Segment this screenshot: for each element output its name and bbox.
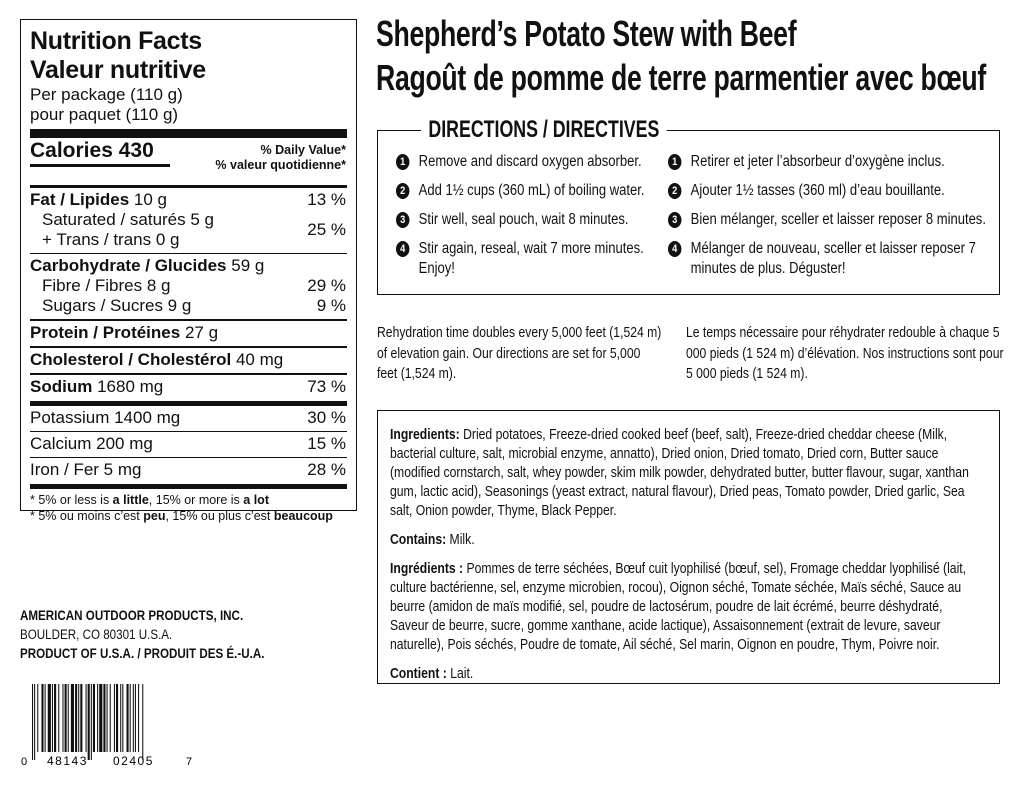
carb-amount: 59 g	[231, 256, 265, 275]
cholesterol-block	[30, 348, 347, 373]
saturated-row: Saturated / saturés 5 g	[42, 210, 214, 229]
sugars-row	[30, 296, 347, 316]
nutrition-heading-fr: Valeur nutritive	[30, 56, 206, 84]
direction-step-fr: 3 Bien mélanger, sceller et laisser reposer 8 minutes.	[668, 210, 1001, 230]
protein-block	[30, 321, 347, 346]
direction-step-en: 3 Stir well, seal pouch, wait 8 minutes.	[396, 210, 696, 230]
contient-text: Lait.	[446, 666, 474, 682]
step-number-icon: 4	[396, 241, 409, 257]
barcode-bar	[142, 684, 143, 760]
product-title-fr: Ragoût de pomme de terre parmentier avec bœuf	[376, 57, 986, 98]
barcode-bar	[75, 684, 77, 752]
barcode-bar	[116, 684, 118, 752]
country-of-origin: PRODUCT OF U.S.A. / PRODUIT DES É.-U.A.	[20, 646, 265, 661]
barcode-bar	[68, 684, 69, 752]
sodium-label: Sodium	[30, 377, 93, 396]
sodium-row	[30, 377, 347, 397]
sodium-pct: 73 %	[307, 377, 346, 396]
ingredients-fr	[390, 560, 971, 655]
fibre-row	[30, 276, 347, 296]
ingredients-label-fr: Ingrédients :	[390, 561, 464, 577]
calories-underline	[30, 164, 170, 167]
step-number-icon: 1	[668, 154, 681, 170]
barcode-bar	[78, 684, 79, 752]
barcode-bar	[45, 684, 46, 752]
fat-label: Fat / Lipides	[30, 190, 130, 209]
fat-block	[30, 188, 347, 253]
barcode-bar	[103, 684, 105, 752]
barcode-right-digit: 7	[186, 756, 193, 768]
barcode-bar	[48, 684, 51, 752]
ingredients-label-en: Ingredients:	[390, 427, 460, 443]
barcode-bar	[86, 684, 87, 752]
serving-size-en: Per package (110 g)	[30, 85, 183, 104]
barcode-bar	[91, 684, 92, 760]
ingredients-en	[390, 426, 971, 521]
direction-step-en: 2 Add 1½ cups (360 mL) of boiling water.	[396, 181, 696, 201]
barcode-bar	[80, 684, 82, 752]
cholesterol-row	[30, 350, 347, 370]
barcode-bar	[122, 684, 123, 752]
fat-pct: 13 %	[307, 190, 346, 209]
barcode-bars	[32, 684, 143, 760]
barcode-bar	[71, 684, 74, 752]
potassium-row	[30, 408, 347, 428]
directions-title: DIRECTIONS / DIRECTIVES	[421, 116, 667, 144]
barcode-bar	[37, 684, 38, 752]
calcium-block	[30, 432, 347, 457]
trans-row: + Trans / trans 0 g	[42, 230, 180, 249]
direction-step-fr: 2 Ajouter 1½ tasses (360 ml) d’eau bouillante.	[668, 181, 1001, 201]
direction-step-en: 1 Remove and discard oxygen absorber.	[396, 152, 696, 172]
daily-value-fr: % valeur quotidienne*	[215, 158, 346, 172]
barcode-bar	[54, 684, 56, 752]
company-name: AMERICAN OUTDOOR PRODUCTS, INC.	[20, 608, 244, 623]
barcode-bar	[135, 684, 136, 752]
sodium-amount: 1680 mg	[97, 377, 164, 396]
fibre-pct: 29 %	[307, 276, 346, 295]
barcode-bar	[93, 684, 95, 752]
potassium-pct: 30 %	[307, 408, 346, 427]
step-number-icon: 1	[396, 154, 409, 170]
calcium-pct: 15 %	[307, 434, 346, 453]
step-number-icon: 3	[396, 212, 409, 228]
contient-label: Contient :	[390, 666, 447, 682]
barcode-bar	[114, 684, 115, 752]
ingredients-content	[390, 426, 971, 694]
iron-pct: 28 %	[307, 460, 346, 479]
step-number-icon: 2	[396, 183, 409, 199]
barcode-bar	[52, 684, 53, 752]
direction-step-en: 4 Stir again, reseal, wait 7 more minutes. Enjoy!	[396, 239, 654, 279]
footnote-en: * 5% or less is a little, 15% or more is a lot	[30, 493, 269, 507]
contient-fr	[390, 665, 971, 684]
calories-row	[30, 138, 347, 185]
carb-block	[30, 254, 347, 319]
product-title	[376, 12, 1022, 100]
nutrition-heading-en: Nutrition Facts	[30, 27, 202, 55]
barcode-bar	[34, 684, 35, 760]
sugars-text: Sugars / Sucres 9 g	[42, 296, 192, 315]
fibre-text: Fibre / Fibres 8 g	[42, 276, 171, 295]
sat-trans-group	[30, 210, 347, 250]
sodium-block	[30, 375, 347, 400]
fat-row	[30, 190, 347, 210]
thick-rule	[30, 129, 347, 138]
barcode-bar	[138, 684, 139, 752]
protein-amount: 27 g	[184, 323, 219, 342]
barcode-left-digit: 0	[21, 756, 28, 768]
directions-fr	[668, 152, 1022, 288]
protein-row	[30, 323, 347, 343]
iron-text: Iron / Fer 5 mg	[30, 460, 142, 479]
serving-size-fr: pour paquet (110 g)	[30, 105, 179, 124]
barcode-bar	[97, 684, 98, 752]
protein-label: Protein / Protéines	[30, 323, 181, 342]
footnote-fr: * 5% ou moins c’est peu, 15% ou plus c’est beaucoup	[30, 509, 333, 523]
calcium-text: Calcium 200 mg	[30, 434, 153, 453]
contains-label: Contains:	[390, 532, 447, 548]
nutrition-facts-table	[20, 19, 357, 523]
carb-row	[30, 256, 347, 276]
barcode-bar	[120, 684, 121, 752]
barcode-bar	[133, 684, 134, 752]
step-number-icon: 3	[668, 212, 681, 228]
iron-block	[30, 458, 347, 483]
contains-en	[390, 531, 971, 550]
sat-trans-pct: 25 %	[307, 220, 346, 239]
step-number-icon: 2	[668, 183, 681, 199]
sugars-pct: 9 %	[316, 296, 346, 315]
rehydration-note-en: Rehydration time doubles every 5,000 feet (1,524 m) of elevation gain. Our directions are set for 5,000 feet (1,524 m).	[377, 325, 662, 382]
directions-box	[377, 116, 1000, 295]
direction-step-fr: 1 Retirer et jeter l’absorbeur d’oxygène inclus.	[668, 152, 1001, 172]
barcode-bar	[65, 684, 67, 752]
ingredients-text-en: Dried potatoes, Freeze-dried cooked beef (beef, salt), Freeze-dried cheddar cheese (Milk, bacterial culture, salt, microbial enzyme, annatto), Dried onion, Dried tomato, Dried corn, Butter sauce (modified cornstarch, salt, whey powder, skim milk powder, dehydrated butter, butter flavour, sugar, xanthan gum, lactic acid), Seasonings (yeast extract, natural flavour), Dried peas, Tomato powder, Dried garlic, Sea salt, Onion powder, Thyme, Black Pepper.	[390, 427, 969, 519]
ingredients-text-fr: Pommes de terre séchées, Bœuf cuit lyophilisé (bœuf, sel), Fromage cheddar lyophilisé (lait, culture bactérienne, sel, enzyme microbien, rocou), Oignon séché, Tomate séchée, Maïs séché, Sauce au beurre (amidon de maïs modifié, sel, poudre de lactosérum, poudre de lait écrémé, beurre déshydraté, Saveur de beurre, sucre, gomme xanthane, acide lactique), Assaisonnement (extrait de levure, saveur naturelle), Pois séchés, Poudre de tomate, Ail séché, Sel marin, Oignon en poudre, Thym, Poivre noir.	[390, 561, 967, 653]
barcode-bar	[62, 684, 63, 752]
barcode-bar	[58, 684, 59, 752]
footnote	[30, 489, 347, 524]
cholesterol-label: Cholesterol / Cholestérol	[30, 350, 232, 369]
barcode-bar	[107, 684, 108, 752]
barcode-bar	[32, 684, 33, 760]
potassium-text: Potassium 1400 mg	[30, 408, 181, 427]
iron-row	[30, 460, 347, 480]
rehydration-note-fr: Le temps nécessaire pour réhydrater redouble à chaque 5 000 pieds (1 524 m) d’élévation. Nos instructions sont pour 5 000 pieds (1 524 m).	[686, 325, 1004, 382]
potassium-block	[30, 406, 347, 431]
carb-label: Carbohydrate / Glucides	[30, 256, 227, 275]
barcode-bar	[88, 684, 90, 760]
barcode-bar	[41, 684, 43, 752]
cholesterol-amount: 40 mg	[235, 350, 284, 369]
calories-label: Calories 430	[30, 139, 154, 162]
company-info	[20, 606, 264, 663]
fat-amount: 10 g	[133, 190, 168, 209]
barcode	[18, 681, 198, 771]
barcode-group-1: 48143	[47, 754, 88, 768]
product-title-en: Shepherd’s Potato Stew with Beef	[376, 13, 797, 54]
daily-value-header	[215, 143, 346, 173]
ingredients-box	[377, 410, 1000, 684]
step-number-icon: 4	[668, 241, 681, 257]
barcode-bar	[110, 684, 111, 752]
calcium-row	[30, 434, 347, 454]
barcode-bar	[127, 684, 129, 752]
daily-value-en: % Daily Value*	[260, 143, 346, 157]
barcode-group-2: 02405	[113, 754, 154, 768]
company-address: BOULDER, CO 80301 U.S.A.	[20, 627, 173, 642]
barcode-bar	[130, 684, 131, 752]
barcode-bar	[99, 684, 102, 752]
direction-step-fr: 4 Mélanger de nouveau, sceller et laisser reposer 7 minutes de plus. Déguster!	[668, 239, 980, 279]
contains-text: Milk.	[446, 532, 475, 548]
